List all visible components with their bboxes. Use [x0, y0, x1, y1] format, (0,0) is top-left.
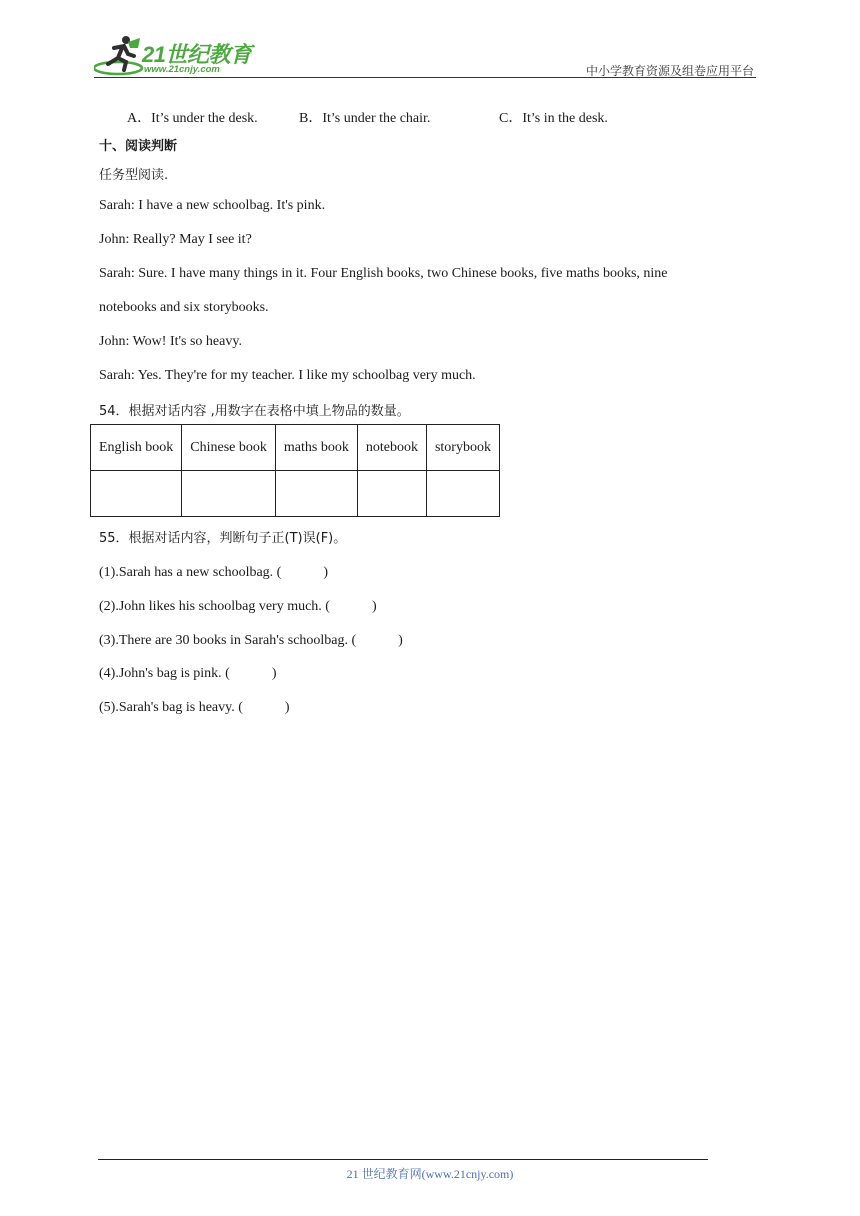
- header-divider: [94, 77, 756, 78]
- answer-cell-notebook[interactable]: [357, 471, 426, 517]
- table-header-cell: English book: [91, 425, 182, 471]
- table-header-cell: Chinese book: [182, 425, 276, 471]
- dialogue-line: Sarah: Sure. I have many things in it. Four English books, two Chinese books, five maths books, nine: [99, 266, 668, 281]
- choice-c: [499, 107, 608, 127]
- choice-b: [299, 107, 430, 127]
- question-55-prompt: 55．根据对话内容，判断句子正(T)误(F)。: [99, 531, 347, 546]
- choice-text: It’s under the desk.: [151, 111, 258, 126]
- footer-link[interactable]: 21 世纪教育网(www.21cnjy.com): [346, 1167, 514, 1181]
- answer-cell-english-book[interactable]: [91, 471, 182, 517]
- dialogue-line: John: Wow! It's so heavy.: [99, 334, 242, 349]
- judgement-item[interactable]: (5).Sarah's bag is heavy. ( ): [99, 700, 290, 715]
- site-logo: [94, 34, 264, 78]
- judgement-item[interactable]: (4).John's bag is pink. ( ): [99, 666, 277, 681]
- table-answer-row: [91, 471, 500, 517]
- choice-letter: B．: [299, 111, 323, 126]
- choice-letter: C．: [499, 111, 523, 126]
- answer-cell-storybook[interactable]: [426, 471, 499, 517]
- question-54-prompt: 54．根据对话内容 ,用数字在表格中填上物品的数量。: [99, 404, 410, 419]
- dialogue-line: John: Really? May I see it?: [99, 232, 252, 247]
- running-man-icon: [94, 34, 144, 78]
- table-header-cell: notebook: [357, 425, 426, 471]
- dialogue-line: Sarah: Yes. They're for my teacher. I like my schoolbag very much.: [99, 368, 476, 383]
- section-title: 十、阅读判断: [99, 139, 178, 154]
- choice-text: It’s under the chair.: [322, 111, 431, 126]
- dialogue-line: Sarah: I have a new schoolbag. It's pink.: [99, 198, 326, 213]
- footer-divider: [98, 1159, 708, 1160]
- logo-title: 21世纪教育: [142, 42, 252, 67]
- answer-cell-chinese-book[interactable]: [182, 471, 276, 517]
- choice-text: It’s in the desk.: [522, 111, 608, 126]
- table-header-cell: storybook: [426, 425, 499, 471]
- header-tagline: 中小学教育资源及组卷应用平台: [585, 64, 754, 78]
- judgement-item[interactable]: (3).There are 30 books in Sarah's schoolbag. ( ): [99, 633, 403, 648]
- choice-letter: A．: [127, 111, 152, 126]
- dialogue-line: notebooks and six storybooks.: [99, 300, 269, 315]
- table-header-row: [91, 425, 500, 471]
- choice-a: [127, 107, 258, 127]
- table-header-cell: maths book: [275, 425, 357, 471]
- judgement-item[interactable]: (1).Sarah has a new schoolbag. ( ): [99, 565, 328, 580]
- section-instruction: 任务型阅读.: [99, 168, 169, 183]
- logo-url: www.21cnjy.com: [144, 64, 220, 75]
- item-count-table: [90, 424, 500, 517]
- answer-cell-maths-book[interactable]: [275, 471, 357, 517]
- judgement-item[interactable]: (2).John likes his schoolbag very much. ( ): [99, 599, 377, 614]
